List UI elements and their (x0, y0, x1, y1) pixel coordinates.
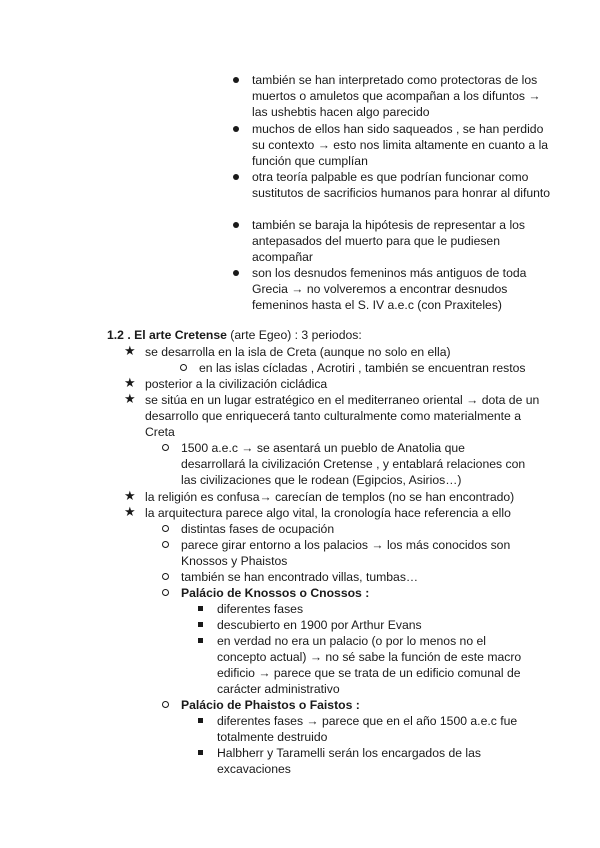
bullet-dot-icon (233, 222, 239, 228)
list-item (181, 569, 531, 585)
list-item-text: descubierto en 1900 por Arthur Evans (217, 618, 422, 632)
list-item-text: la religión es confusa→ carecían de templos (no se han encontrado) (145, 490, 515, 504)
star-bullet-icon: ★ (124, 504, 136, 519)
bullet-dot-icon (233, 126, 239, 132)
list-item (252, 217, 552, 265)
section-number: 1.2 . (107, 328, 131, 342)
subsection-title: Palácio de Knossos o Cnossos : (181, 586, 370, 600)
list-item-text: también se han interpretado como protectoras de los muertos o amuletos que acompañan a los difuntos → las ushebtis hacen algo parecido (252, 73, 541, 120)
star-bullet-icon: ★ (124, 375, 136, 390)
list-item (217, 633, 527, 697)
list-item (217, 617, 527, 633)
list-item (217, 745, 507, 777)
bullet-dot-icon (233, 270, 239, 276)
list-item-text: son los desnudos femeninos más antiguos de toda Grecia → no volveremos a encontrar desnudos femeninos hasta el S. IV a.e.c (con Praxiteles) (252, 266, 527, 313)
list-item (252, 121, 552, 169)
list-item (181, 521, 531, 537)
bullet-square-icon (198, 622, 203, 627)
star-bullet-icon: ★ (124, 391, 136, 406)
subsection-title: Palácio de Phaistos o Faistos : (181, 698, 360, 712)
list-item (217, 713, 527, 745)
list-item-text: en las islas cícladas , Acrotiri , también se encuentran restos (199, 361, 526, 375)
list-item-text: muchos de ellos han sido saqueados , se han perdido su contexto → esto nos limita altamente en cuanto a la función que cumplían (252, 122, 549, 169)
bullet-circle-icon (162, 525, 169, 532)
list-item (181, 537, 526, 569)
list-item (124, 488, 545, 505)
list-item (252, 72, 552, 120)
list-item (181, 440, 531, 488)
bullet-circle-icon (162, 541, 169, 548)
list-item (124, 504, 545, 521)
section-subtitle: (arte Egeo) : 3 periodos: (226, 328, 362, 342)
list-item (124, 343, 545, 360)
list-item-text: en verdad no era un palacio (o por lo menos no el concepto actual) → no sé sabe la función de este macro edificio → parece que se trata de un edificio comunal de carácter administrativo (217, 634, 522, 697)
bullet-dot-icon (233, 174, 239, 180)
list-item-text: distintas fases de ocupación (181, 522, 335, 536)
bullet-square-icon (198, 750, 203, 755)
bullet-square-icon (198, 718, 203, 723)
list-item (124, 391, 540, 440)
list-item (252, 169, 552, 201)
star-bullet-icon: ★ (124, 343, 136, 358)
bullet-circle-icon (180, 364, 187, 371)
list-item (217, 601, 527, 617)
list-item-text: se sitúa en un lugar estratégico en el mediterraneo oriental → dota de un desarrollo que enriquecerá tanto culturalmente como materialmente a Creta (145, 393, 540, 440)
bullet-square-icon (198, 638, 203, 643)
bullet-square-icon (198, 606, 203, 611)
star-bullet-icon: ★ (124, 488, 136, 503)
list-item (181, 697, 531, 713)
bullet-circle-icon (162, 589, 169, 596)
list-item-text: diferentes fases → parece que en el año 1500 a.e.c fue totalmente destruido (217, 714, 518, 745)
bullet-circle-icon (162, 573, 169, 580)
bullet-dot-icon (233, 77, 239, 83)
list-item-text: otra teoría palpable es que podrían funcionar como sustitutos de sacrificios humanos para honrar al difunto (252, 170, 551, 201)
list-item (252, 265, 552, 313)
list-item-text: parece girar entorno a los palacios → los más conocidos son Knossos y Phaistos (181, 538, 511, 569)
list-item-text: Halbherr y Taramelli serán los encargados de las excavaciones (217, 746, 481, 777)
list-item-text: posterior a la civilización cicládica (145, 377, 328, 391)
list-item (124, 375, 545, 392)
list-item (199, 360, 559, 376)
list-item-text: 1500 a.e.c → se asentará un pueblo de Anatolia que desarrollará la civilización Cretense , y entablará relaciones con las civilizaciones que le rodean (Egipcios, Asirios…) (181, 441, 526, 488)
list-item (181, 585, 531, 601)
list-item-text: diferentes fases (217, 602, 304, 616)
section-title: El arte Cretense (134, 328, 227, 342)
list-item-text: también se han encontrado villas, tumbas… (181, 570, 419, 584)
list-item-text: la arquitectura parece algo vital, la cronología hace referencia a ello (145, 506, 511, 520)
list-item-text: también se baraja la hipótesis de representar a los antepasados del muerto para que le pudiesen acompañar (252, 218, 526, 265)
bullet-circle-icon (162, 444, 169, 451)
list-item-text: se desarrolla en la isla de Creta (aunque no solo en ella) (145, 345, 451, 359)
bullet-circle-icon (162, 701, 169, 708)
section-heading (107, 327, 567, 343)
